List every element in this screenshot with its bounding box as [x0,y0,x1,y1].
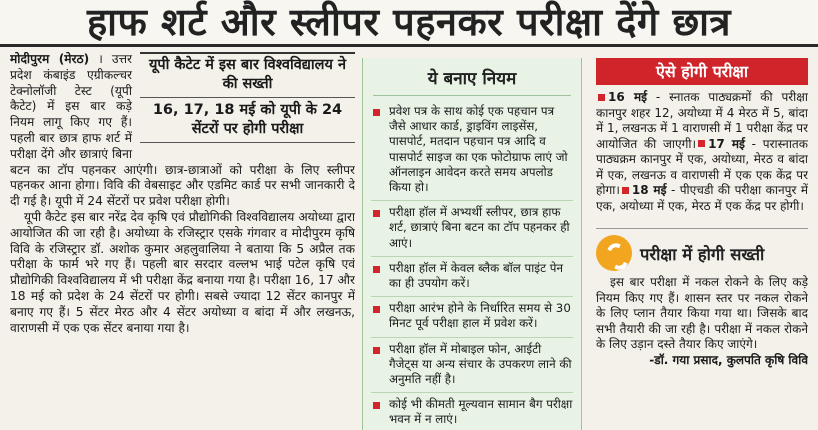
publication-logo-icon [596,235,632,271]
rule-item: कोई भी कीमती मूल्यवान सामान बैग परीक्षा भवन में न लाएं। [371,393,573,430]
rules-title: ये बनाए नियम [373,58,571,96]
rule-item: परीक्षा हॉल में अभ्यर्थी स्लीपर, छात्र हाफ शर्ट, छात्राएं बिना बटन का टॉप पहनकर ही आएं। [371,201,573,257]
headline: हाफ शर्ट और स्लीपर पहनकर परीक्षा देंगे छात्र [0,0,818,44]
rule-item: परीक्षा आरंभ होने के निर्धारित समय से 30 मिनट पूर्व परीक्षा हाल में प्रवेश करें। [371,297,573,337]
rule-item: प्रवेश पत्र के साथ कोई एक पहचान पत्र जैसे आधार कार्ड, ड्राइविंग लाइसेंस, पासपोर्ट, मतदान पहचान पत्र आदि व पासपोर्ट साइज का एक फोटोग्राफ लाएं जो ऑनलाइन आवेदन करते समय अपलोड किया हो। [371,100,573,201]
headline-rule [0,44,818,47]
rules-list [363,96,581,430]
strictness-title: परीक्षा में होगी सख्ती [640,244,765,264]
main-article [10,52,355,430]
bullet-square-icon [373,347,380,354]
bullet-square-icon [373,210,380,217]
article-para-2: यूपी कैटेट इस बार नरेंद्र देव कृषि एवं प्रौद्योगिकी विश्वविद्यालय अयोध्या द्वारा आयोजित की जा रही है। अयोध्या के रजिस्ट्रार एसके गंगवार व मोदीपुरम कृषि विवि के रजिस्ट्रार डॉ. अशोक कुमार अहलुवालिया ने बताया कि 5 अप्रैल तक परीक्षा के फार्म भरे गए हैं। पहली बार सरदार वल्लभ भाई पटेल कृषि एवं प्रौद्योगिकी विश्वविद्यालय में भी परीक्षा केंद्र बनाया गया है। परीक्षा 16, 17 और 18 मई को प्रदेश के 24 सेंटरों पर होगी। सबसे ज्यादा 12 सेंटर कानपुर में बनाए गए हैं। 5 सेंटर मेरठ और 4 सेंटर अयोध्या व बांदा में और लखनऊ, वाराणसी में एक एक सेंटर बनाया गया है। [10,209,355,335]
date-3: 18 मई [631,183,667,197]
rule-item: परीक्षा हॉल में मोबाइल फोन, आईटी गैजेट्स या अन्य संचार के उपकरण लाने की अनुमति नहीं है। [371,338,573,394]
highlight-box [140,52,355,143]
bullet-square-icon [598,94,605,101]
strictness-header [596,228,808,271]
bullet-square-icon [373,109,380,116]
strictness-text: इस बार परीक्षा में नकल रोकने के लिए कड़े नियम किए गए हैं। शासन स्तर पर नकल रोकने के लिए प्लान तैयार किया गया था। जिसके बाद सभी तैयारी की जा रही है। परीक्षा में नकल रोकने के लिए उड़ान दस्ते तैयार किए जाएंगे। -डॉ. गया प्रसाद, कुलपति कृषि विवि [596,275,808,367]
highlight-quote-1: यूपी कैटेट में इस बार विश्वविद्यालय ने की सख्ती [140,54,355,98]
date-1: 16 मई [608,90,648,104]
dateline: मोदीपुरम (मेरठ) [10,52,90,66]
bullet-square-icon [373,402,380,409]
date-2: 17 मई [708,136,745,151]
article-para-1-text: । उत्तर प्रदेश कंबाइंड एग्रीकल्चर टेक्नोलॉजी टेस्ट (यूपी कैटेट) में इस बार कड़े नियम लागू किए गए हैं। पहली बार छात्र हाफ शर्ट में परीक्षा देंगे और छात्राएं बिना बटन का टॉप पहनकर आएंगी। छात्र-छात्राओं को परीक्षा के लिए स्लीपर पहनकर आना होगा। विवि की वेबसाइट और एडमिट कार्ड पर सभी जानकारी दे दी गई है। यूपी में 24 सेंटरों पर प्रवेश परीक्षा होगी। [10,52,355,209]
signature: -डॉ. गया प्रसाद, कुलपति कृषि विवि [649,352,808,367]
schedule-column [596,58,808,430]
rules-panel [362,58,582,430]
schedule-text: 16 मई - स्नातक पाठ्यक्रमों की परीक्षा कानपुर शहर 12, अयोध्या में 4 मेरठ में 5, बांदा में 1, लखनऊ में 1 वाराणसी में 1 परीक्षा केंद्र पर आयोजित की जाएगी। 17 मई - परास्नातक पाठ्यक्रम कानपुर में एक, अयोध्या, मेरठ व बांदा में एक, लखनऊ व वाराणसी में एक एक केंद्र पर होगा। 18 मई - पीएचडी की परीक्षा कानपुर में एक, अयोध्या में एक, मेरठ में एक केंद्र पर होगी। [596,90,808,213]
bullet-square-icon [373,266,380,273]
schedule-banner: ऐसे होगी परीक्षा [596,58,808,85]
bullet-square-icon [698,140,705,147]
bullet-square-icon [373,306,380,313]
bullet-square-icon [622,187,629,194]
rule-item: परीक्षा हॉल में केवल ब्लैक बॉल पाइंट पेन का ही उपयोग करें। [371,257,573,297]
highlight-quote-2: 16, 17, 18 मई को यूपी के 24 सेंटरों पर होगी परीक्षा [140,98,355,143]
